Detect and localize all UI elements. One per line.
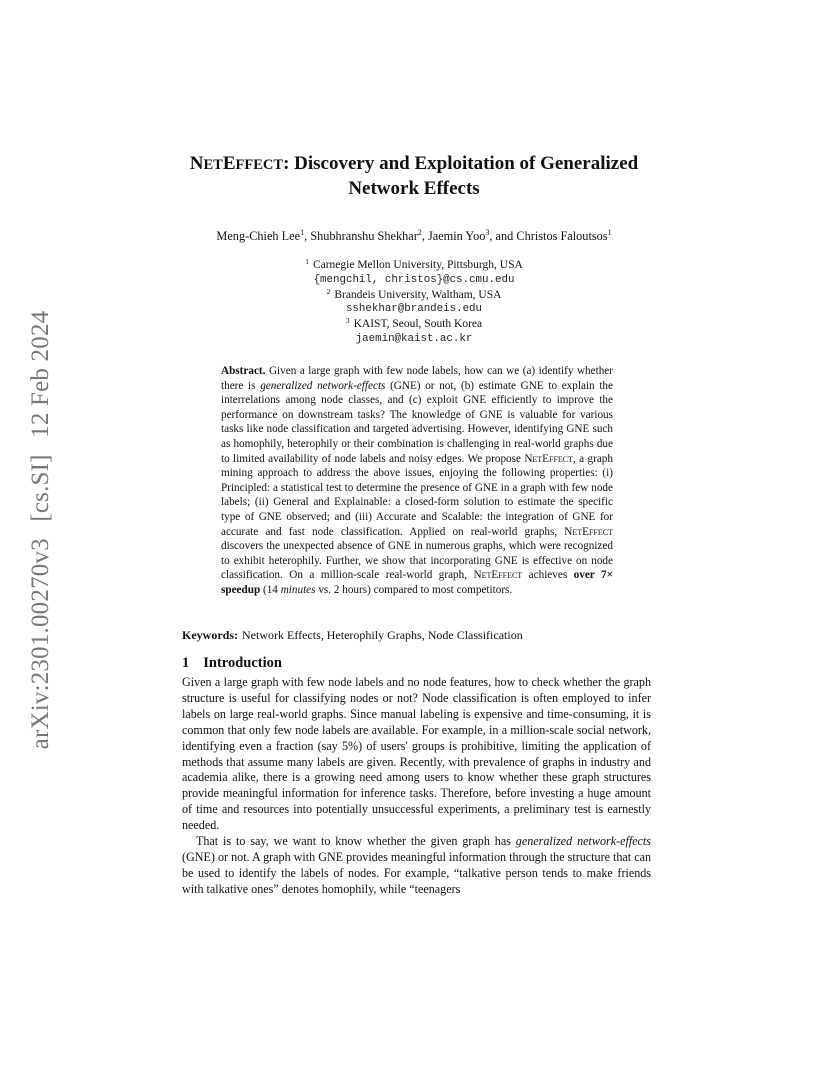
author-name: Meng-Chieh Lee [216, 229, 301, 243]
affiliation-item: $^2$ Brandeis University, Waltham, USA [326, 286, 502, 301]
author-affil-mark: 1 [300, 228, 305, 237]
section-heading [182, 655, 282, 672]
arxiv-sidebar-stamp [27, 306, 55, 755]
arxiv-id: arXiv:2301.00270v3 [27, 538, 54, 750]
title-line2: Network Effects [348, 178, 480, 199]
affiliation-email: {mengchil, christos}@cs.cmu.edu [313, 273, 515, 286]
author-affil-mark: 3 [485, 228, 490, 237]
abstract: Abstract. Given a large graph with few node labels, how can we (a) identify whether there is generalized network-effects (GNE) or not, (b) estimate GNE to explain the interrelations among node classes, and (c) exploit GNE efficiently to improve the performance on downstream tasks? The knowledge of GNE is valuable for various tasks like node classification and targeted advertising. However, identifying GNE such as homophily, heterophily or their combination is challenging in real-world graphs due to limited availability of node labels and noisy edges. We propose NetEffect, a graph mining approach to address the above issues, enjoying the following properties: (i) Principled: a statistical test to determine the presence of GNE in a graph with few node labels; (ii) General and Explainable: a closed-form solution to estimate the specific type of GNE observed; and (iii) Accurate and Scalable: the integration of GNE for accurate and fast node classification. Applied on real-world graphs, NetEffect discovers the unexpected absence of GNE in numerous graphs, which were recognized to exhibit heterophily. Further, we show that incorporating GNE is effective on node classification. On a million-scale real-world graph, NetEffect achieves over 7× speedup (14 minutes vs. 2 hours) compared to most competitors. [221, 365, 614, 596]
author-name: Shubhranshu Shekhar [310, 229, 418, 243]
author-name: Christos Faloutsos [516, 229, 608, 243]
affiliation-institution: Carnegie Mellon University, Pittsburgh, USA [312, 259, 523, 271]
section-number: 1 [182, 655, 190, 671]
paper-title [150, 152, 678, 201]
speedup-highlight: over 7× speedup [221, 569, 613, 596]
author-name: Jaemin Yoo [427, 229, 486, 243]
method-name-inline: NetEffect [564, 525, 613, 538]
arxiv-category: [cs.SI] [27, 454, 54, 522]
keywords-text: Network Effects, Heterophily Graphs, Node Classification [242, 628, 523, 642]
arxiv-date: 12 Feb 2024 [27, 310, 54, 438]
method-name-inline: NetEffect [473, 569, 523, 582]
keywords [182, 628, 652, 643]
affiliation-institution: Brandeis University, Waltham, USA [334, 288, 502, 301]
affiliation-list [150, 258, 678, 347]
method-name-inline: NetEffect [524, 452, 574, 465]
affiliation-item: $^3$ KAIST, Seoul, South Korea [345, 316, 483, 331]
keywords-label: Keywords: [182, 628, 238, 642]
paragraph: Given a large graph with few node labels and no node features, how to check whether the graph structure is useful for classifying nodes or not? Node classification is often employed to infer labels on large real-world graphs. Since manual labeling is expensive and time-consuming, it is common that only few node labels are available. For example, in a million-scale social network, identifying even a fraction (say 5%) of users' groups is prohibitive, limiting the application of methods that assume many labels are given. Recently, with prevalence of graphs in industry and academia alike, there is a growing need among users to know whether these graph structures provide meaningful information for inference tasks. Therefore, before investing a huge amount of time and resources into potentially unsuccessful experiments, a preliminary test is earnestly needed. [182, 675, 651, 833]
affiliation-email: jaemin@kaist.ac.kr [355, 332, 473, 345]
section-title: Introduction [203, 655, 282, 671]
abstract-label: Abstract. [221, 365, 266, 377]
body-text [182, 675, 651, 898]
affiliation-institution: KAIST, Seoul, South Korea [353, 318, 483, 331]
title-line1-rest: : Discovery and Exploitation of Generalized [283, 153, 639, 174]
author-affil-mark: 1 [607, 228, 612, 237]
author-list: Meng-Chieh Lee$^1$, Shubhranshu Shekhar$^2$, Jaemin Yoo$^3$, and Christos Faloutsos$^1$ [216, 228, 612, 243]
affiliation-item: $^1$ Carnegie Mellon University, Pittsburgh, USA [305, 257, 523, 271]
paragraph: That is to say, we want to know whether the given graph has generalized network-effects (GNE) or not. A graph with GNE provides meaningful information through the structure that can be used to identify the labels of nodes. For example, “talkative person tends to make friends with talkative ones” denotes homophily, while “teenagers [182, 834, 651, 896]
affiliation-email: sshekhar@brandeis.edu [345, 303, 483, 316]
method-name: NETEFFECT [189, 153, 284, 174]
author-affil-mark: 2 [417, 228, 422, 237]
